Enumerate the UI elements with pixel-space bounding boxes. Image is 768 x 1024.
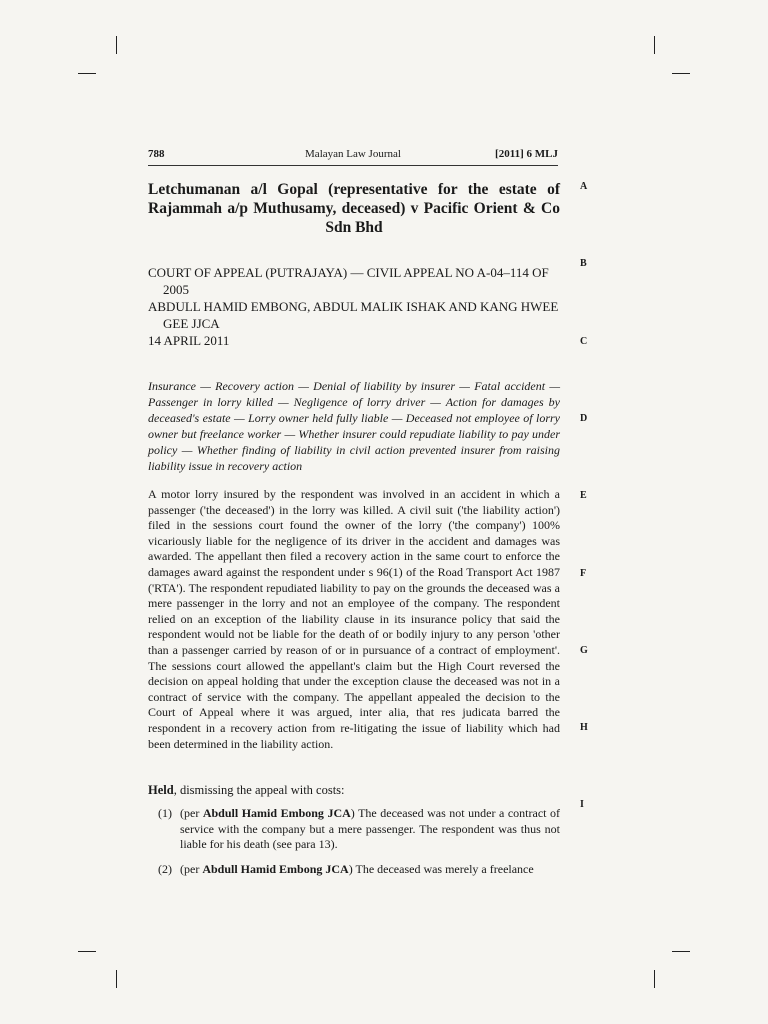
crop-mark (116, 970, 117, 988)
citation: [2011] 6 MLJ (495, 148, 558, 160)
holding-text: ) The deceased was merely a freelance (348, 862, 534, 876)
holding-judge: Abdull Hamid Embong JCA (202, 806, 351, 820)
court-block (148, 264, 560, 349)
holding-number: (1) (158, 806, 172, 820)
crop-mark (116, 36, 117, 54)
judges: ABDULL HAMID EMBONG, ABDUL MALIK ISHAK AND KANG HWEE GEE JJCA (148, 299, 559, 331)
holding-pre: (per (180, 806, 203, 820)
margin-letter: E (580, 490, 587, 501)
journal-title: Malayan Law Journal (305, 148, 401, 160)
holding-judge: Abdull Hamid Embong JCA (202, 862, 349, 876)
margin-letter: H (580, 722, 588, 733)
crop-mark (78, 951, 96, 952)
header-rule (148, 165, 558, 166)
crop-mark (654, 970, 655, 988)
holding-pre: (per (180, 862, 203, 876)
held-rest: , dismissing the appeal with costs: (173, 783, 345, 797)
margin-letter: C (580, 336, 588, 347)
margin-letter: I (580, 799, 584, 810)
crop-mark (672, 73, 690, 74)
running-header (148, 148, 558, 164)
facts-paragraph: A motor lorry insured by the respondent was involved in an accident in which a passenger ('the deceased') in the lorry was killed. A civil suit ('the liability action') filed in the sessions court found the owner of the lorry ('the company') 100% vicariously liable for the negligence of its driver in the accident and damages was awarded. The appellant then filed a recovery action in the same court to enforce the damages award against the respondent under s 96(1) of the Road Transport Act 1987 ('RTA'). The respondent repudiated liability to pay on the grounds the deceased was a mere passenger in the lorry and not an employee of the company. The respondent relied on an exception of the liability clause in its insurance policy that said the respondent would not be liable for the death of or bodily injury to any person 'other than a passenger carried by reason of or in pursuance of a contract of employment'. The sessions court allowed the appellant's claim but the High Court reversed the decision on appeal holding that under the exception clause the deceased was not in a contract of service with the company. The appellant appealed the decision to the Court of Appeal where it was argued, inter alia, that res judicata barred the respondent in a recovery action from re-litigating the issue of liability which had been determined in the liability action. (148, 487, 560, 751)
margin-letter: B (580, 258, 587, 269)
page-number: 788 (148, 148, 165, 160)
catchwords: Insurance — Recovery action — Denial of liability by insurer — Fatal accident — Passenger in lorry killed — Negligence of lorry driver — Action for damages by deceased's estate — Lorry owner held fully liable — Deceased not employee of lorry owner but freelance worker — Whether insurer could repudiate liability to pay under policy — Whether finding of liability in civil action prevented insurer from raising liability issue in recovery action (148, 379, 560, 473)
held-label: Held (148, 783, 174, 797)
margin-letter: D (580, 413, 588, 424)
holding-item (158, 806, 560, 853)
margin-letter: G (580, 645, 588, 656)
decision-date: 14 APRIL 2011 (148, 333, 230, 348)
crop-mark (78, 73, 96, 74)
crop-mark (654, 36, 655, 54)
holding-item (158, 862, 560, 878)
holding-number: (2) (158, 862, 172, 876)
crop-mark (672, 951, 690, 952)
case-title: Letchumanan a/l Gopal (representative for the estate of Rajammah a/p Muthusamy, deceased) v Pacific Orient & Co Sdn Bhd (148, 181, 560, 236)
held-heading (148, 782, 560, 798)
court-line: COURT OF APPEAL (PUTRAJAYA) — CIVIL APPEAL NO A-04–114 OF 2005 (148, 265, 549, 297)
holding-text: ) The deceased was not under a contract of service with the company but a mere passenger. The respondent was thus not liable for his death (see para 13). (180, 806, 560, 852)
margin-letter: F (580, 568, 587, 579)
margin-letter: A (580, 181, 588, 192)
